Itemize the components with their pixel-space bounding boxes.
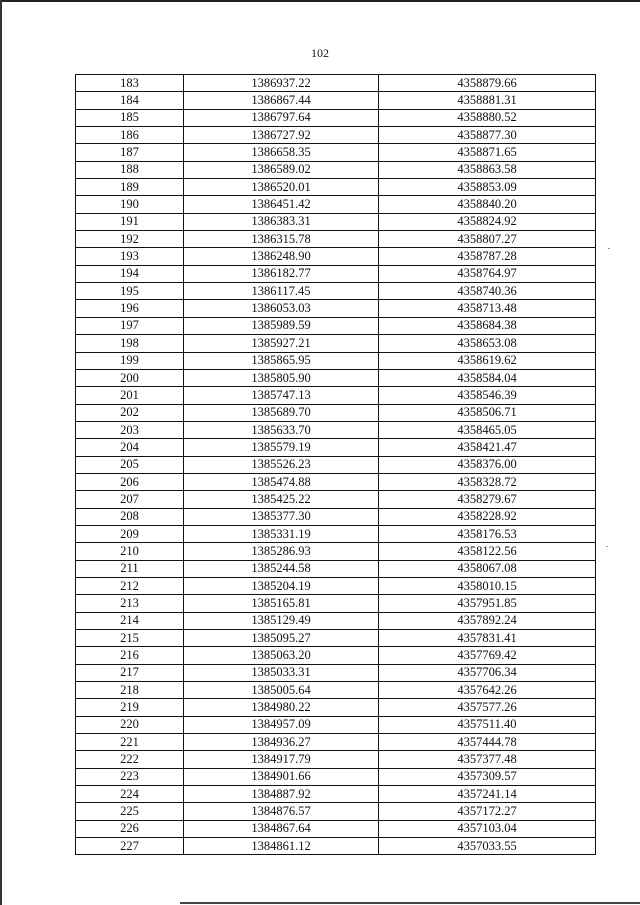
table-row (76, 595, 596, 612)
point-number-cell: 204 (76, 439, 184, 456)
x-coordinate-cell: 1384876.57 (184, 803, 379, 820)
y-coordinate-cell: 4358880.52 (379, 109, 596, 126)
table-row (76, 751, 596, 768)
point-number-cell: 205 (76, 456, 184, 473)
y-coordinate-cell: 4358863.58 (379, 161, 596, 178)
x-coordinate-cell: 1385165.81 (184, 595, 379, 612)
point-number-cell: 183 (76, 75, 184, 92)
x-coordinate-cell: 1385927.21 (184, 335, 379, 352)
x-coordinate-cell: 1385286.93 (184, 543, 379, 560)
point-number-cell: 217 (76, 664, 184, 681)
y-coordinate-cell: 4358619.62 (379, 352, 596, 369)
table-row (76, 92, 596, 109)
table-row (76, 75, 596, 92)
point-number-cell: 208 (76, 508, 184, 525)
y-coordinate-cell: 4358879.66 (379, 75, 596, 92)
y-coordinate-cell: 4358376.00 (379, 456, 596, 473)
point-number-cell: 191 (76, 213, 184, 230)
y-coordinate-cell: 4357511.40 (379, 716, 596, 733)
x-coordinate-cell: 1386589.02 (184, 161, 379, 178)
table-row (76, 664, 596, 681)
y-coordinate-cell: 4358853.09 (379, 179, 596, 196)
x-coordinate-cell: 1386727.92 (184, 127, 379, 144)
point-number-cell: 207 (76, 491, 184, 508)
table-row (76, 196, 596, 213)
x-coordinate-cell: 1385331.19 (184, 525, 379, 542)
x-coordinate-cell: 1386867.44 (184, 92, 379, 109)
y-coordinate-cell: 4357377.48 (379, 751, 596, 768)
point-number-cell: 219 (76, 699, 184, 716)
table-row (76, 716, 596, 733)
table-row (76, 734, 596, 751)
table-row (76, 421, 596, 438)
page-edge-bottom (180, 902, 640, 904)
y-coordinate-cell: 4357642.26 (379, 682, 596, 699)
point-number-cell: 210 (76, 543, 184, 560)
x-coordinate-cell: 1385063.20 (184, 647, 379, 664)
x-coordinate-cell: 1384901.66 (184, 768, 379, 785)
point-number-cell: 202 (76, 404, 184, 421)
y-coordinate-cell: 4357769.42 (379, 647, 596, 664)
table-row (76, 369, 596, 386)
table-row (76, 317, 596, 334)
y-coordinate-cell: 4357951.85 (379, 595, 596, 612)
table-row (76, 179, 596, 196)
x-coordinate-cell: 1385989.59 (184, 317, 379, 334)
y-coordinate-cell: 4358653.08 (379, 335, 596, 352)
coordinates-table (75, 74, 596, 855)
point-number-cell: 226 (76, 820, 184, 837)
table-row (76, 612, 596, 629)
x-coordinate-cell: 1386797.64 (184, 109, 379, 126)
x-coordinate-cell: 1385377.30 (184, 508, 379, 525)
point-number-cell: 197 (76, 317, 184, 334)
table-row (76, 491, 596, 508)
x-coordinate-cell: 1385689.70 (184, 404, 379, 421)
point-number-cell: 187 (76, 144, 184, 161)
point-number-cell: 209 (76, 525, 184, 542)
point-number-cell: 203 (76, 421, 184, 438)
page-edge-top (0, 0, 640, 2)
point-number-cell: 216 (76, 647, 184, 664)
point-number-cell: 185 (76, 109, 184, 126)
x-coordinate-cell: 1385005.64 (184, 682, 379, 699)
table-row (76, 838, 596, 855)
point-number-cell: 198 (76, 335, 184, 352)
x-coordinate-cell: 1384917.79 (184, 751, 379, 768)
x-coordinate-cell: 1385129.49 (184, 612, 379, 629)
point-number-cell: 184 (76, 92, 184, 109)
point-number-cell: 195 (76, 283, 184, 300)
y-coordinate-cell: 4358740.36 (379, 283, 596, 300)
table-row (76, 699, 596, 716)
y-coordinate-cell: 4358881.31 (379, 92, 596, 109)
table-row (76, 543, 596, 560)
y-coordinate-cell: 4358840.20 (379, 196, 596, 213)
y-coordinate-cell: 4357444.78 (379, 734, 596, 751)
x-coordinate-cell: 1385425.22 (184, 491, 379, 508)
y-coordinate-cell: 4357831.41 (379, 630, 596, 647)
table-row (76, 144, 596, 161)
y-coordinate-cell: 4358584.04 (379, 369, 596, 386)
table-row (76, 161, 596, 178)
point-number-cell: 189 (76, 179, 184, 196)
table-row (76, 820, 596, 837)
table-row (76, 300, 596, 317)
table-row (76, 647, 596, 664)
y-coordinate-cell: 4357706.34 (379, 664, 596, 681)
point-number-cell: 218 (76, 682, 184, 699)
y-coordinate-cell: 4358421.47 (379, 439, 596, 456)
y-coordinate-cell: 4358764.97 (379, 265, 596, 282)
y-coordinate-cell: 4358546.39 (379, 387, 596, 404)
table-row (76, 404, 596, 421)
y-coordinate-cell: 4358228.92 (379, 508, 596, 525)
scan-speck (608, 248, 610, 249)
table-row (76, 265, 596, 282)
y-coordinate-cell: 4358328.72 (379, 473, 596, 490)
y-coordinate-cell: 4357033.55 (379, 838, 596, 855)
x-coordinate-cell: 1386117.45 (184, 283, 379, 300)
y-coordinate-cell: 4358506.71 (379, 404, 596, 421)
point-number-cell: 196 (76, 300, 184, 317)
point-number-cell: 200 (76, 369, 184, 386)
x-coordinate-cell: 1386053.03 (184, 300, 379, 317)
y-coordinate-cell: 4358465.05 (379, 421, 596, 438)
page-edge-left (0, 0, 2, 905)
x-coordinate-cell: 1385633.70 (184, 421, 379, 438)
point-number-cell: 188 (76, 161, 184, 178)
y-coordinate-cell: 4358122.56 (379, 543, 596, 560)
x-coordinate-cell: 1386658.35 (184, 144, 379, 161)
point-number-cell: 199 (76, 352, 184, 369)
point-number-cell: 193 (76, 248, 184, 265)
y-coordinate-cell: 4358713.48 (379, 300, 596, 317)
table-row (76, 630, 596, 647)
table-row (76, 283, 596, 300)
point-number-cell: 212 (76, 577, 184, 594)
x-coordinate-cell: 1384936.27 (184, 734, 379, 751)
point-number-cell: 214 (76, 612, 184, 629)
y-coordinate-cell: 4357172.27 (379, 803, 596, 820)
table-row (76, 456, 596, 473)
point-number-cell: 186 (76, 127, 184, 144)
page-number: 102 (311, 46, 329, 60)
y-coordinate-cell: 4357103.04 (379, 820, 596, 837)
x-coordinate-cell: 1385865.95 (184, 352, 379, 369)
point-number-cell: 211 (76, 560, 184, 577)
point-number-cell: 222 (76, 751, 184, 768)
y-coordinate-cell: 4357309.57 (379, 768, 596, 785)
point-number-cell: 213 (76, 595, 184, 612)
table-row (76, 127, 596, 144)
point-number-cell: 206 (76, 473, 184, 490)
table-row (76, 213, 596, 230)
point-number-cell: 190 (76, 196, 184, 213)
point-number-cell: 220 (76, 716, 184, 733)
x-coordinate-cell: 1385474.88 (184, 473, 379, 490)
x-coordinate-cell: 1385033.31 (184, 664, 379, 681)
point-number-cell: 194 (76, 265, 184, 282)
coordinates-table-body (76, 75, 596, 855)
table-row (76, 109, 596, 126)
y-coordinate-cell: 4357892.24 (379, 612, 596, 629)
y-coordinate-cell: 4358279.67 (379, 491, 596, 508)
x-coordinate-cell: 1386520.01 (184, 179, 379, 196)
x-coordinate-cell: 1384867.64 (184, 820, 379, 837)
table-row (76, 525, 596, 542)
table-row (76, 560, 596, 577)
x-coordinate-cell: 1385805.90 (184, 369, 379, 386)
table-row (76, 248, 596, 265)
x-coordinate-cell: 1385526.23 (184, 456, 379, 473)
x-coordinate-cell: 1385579.19 (184, 439, 379, 456)
x-coordinate-cell: 1385747.13 (184, 387, 379, 404)
table-row (76, 473, 596, 490)
x-coordinate-cell: 1384957.09 (184, 716, 379, 733)
table-row (76, 508, 596, 525)
x-coordinate-cell: 1386248.90 (184, 248, 379, 265)
x-coordinate-cell: 1385244.58 (184, 560, 379, 577)
x-coordinate-cell: 1386315.78 (184, 231, 379, 248)
point-number-cell: 224 (76, 786, 184, 803)
table-row (76, 577, 596, 594)
table-row (76, 335, 596, 352)
point-number-cell: 215 (76, 630, 184, 647)
point-number-cell: 225 (76, 803, 184, 820)
y-coordinate-cell: 4358176.53 (379, 525, 596, 542)
x-coordinate-cell: 1386383.31 (184, 213, 379, 230)
table-row (76, 786, 596, 803)
y-coordinate-cell: 4357577.26 (379, 699, 596, 716)
table-row (76, 439, 596, 456)
y-coordinate-cell: 4358877.30 (379, 127, 596, 144)
point-number-cell: 223 (76, 768, 184, 785)
x-coordinate-cell: 1384861.12 (184, 838, 379, 855)
table-row (76, 387, 596, 404)
point-number-cell: 227 (76, 838, 184, 855)
y-coordinate-cell: 4358684.38 (379, 317, 596, 334)
table-row (76, 352, 596, 369)
table-row (76, 231, 596, 248)
point-number-cell: 221 (76, 734, 184, 751)
y-coordinate-cell: 4358807.27 (379, 231, 596, 248)
point-number-cell: 201 (76, 387, 184, 404)
x-coordinate-cell: 1385095.27 (184, 630, 379, 647)
y-coordinate-cell: 4357241.14 (379, 786, 596, 803)
table-row (76, 803, 596, 820)
y-coordinate-cell: 4358010.15 (379, 577, 596, 594)
x-coordinate-cell: 1384980.22 (184, 699, 379, 716)
x-coordinate-cell: 1384887.92 (184, 786, 379, 803)
y-coordinate-cell: 4358067.08 (379, 560, 596, 577)
y-coordinate-cell: 4358871.65 (379, 144, 596, 161)
scan-speck (606, 546, 608, 547)
y-coordinate-cell: 4358824.92 (379, 213, 596, 230)
x-coordinate-cell: 1386451.42 (184, 196, 379, 213)
table-row (76, 682, 596, 699)
x-coordinate-cell: 1386182.77 (184, 265, 379, 282)
point-number-cell: 192 (76, 231, 184, 248)
x-coordinate-cell: 1386937.22 (184, 75, 379, 92)
y-coordinate-cell: 4358787.28 (379, 248, 596, 265)
x-coordinate-cell: 1385204.19 (184, 577, 379, 594)
table-row (76, 768, 596, 785)
